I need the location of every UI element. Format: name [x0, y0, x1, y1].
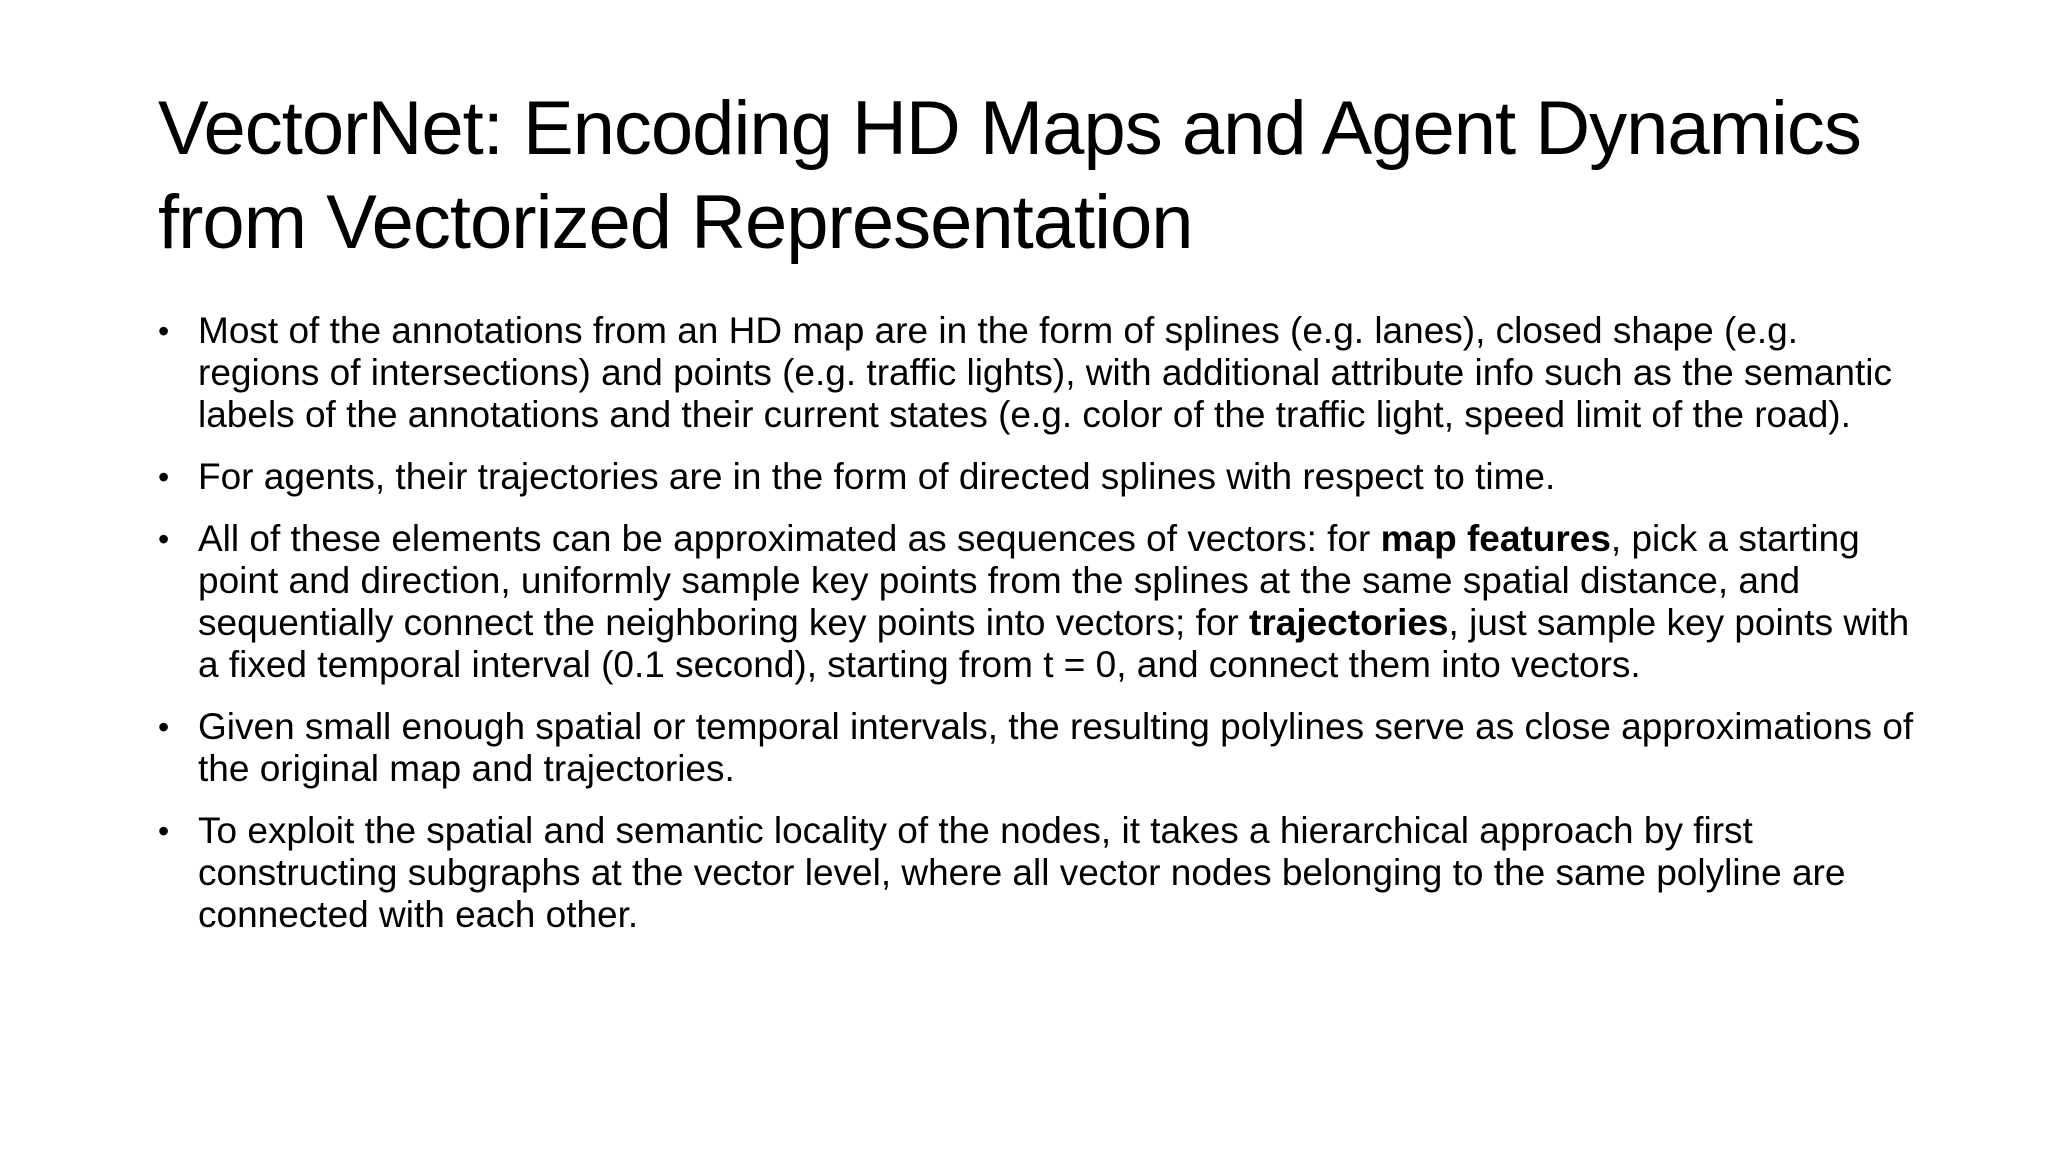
slide-title: VectorNet: Encoding HD Maps and Agent Dynamics from Vectorized Representation	[158, 86, 1861, 265]
bullet-text-segment: , just sample key points with a fixed temporal interval (0.1 second), starting from t = 0, and connect them into vectors.	[198, 602, 1910, 685]
bullet-icon: •	[158, 313, 170, 349]
bullet-icon: •	[158, 709, 170, 745]
bullet-icon: •	[158, 521, 170, 557]
bullet-item	[158, 518, 1918, 686]
bullet-text	[198, 456, 1555, 497]
bullet-item	[158, 456, 1918, 498]
bullet-text-segment: To exploit the spatial and semantic locality of the nodes, it takes a hierarchical approach by first constructing subgraphs at the vector level, where all vector nodes belonging to the same polyline are connected with each other.	[198, 810, 1846, 935]
bullet-text-segment: For agents, their trajectories are in the form of directed splines with respect to time.	[198, 456, 1556, 497]
bullet-item	[158, 706, 1918, 790]
bullet-text-segment: Most of the annotations from an HD map are in the form of splines (e.g. lanes), closed shape (e.g. regions of intersections) and points (e.g. traffic lights), with additional attribute info such as the semantic labels of the annotations and their current states (e.g. color of the traffic light, speed limit of the road).	[198, 310, 1892, 435]
bullet-icon: •	[158, 813, 170, 849]
bullet-text-segment: All of these elements can be approximated as sequences of vectors: for	[198, 518, 1381, 559]
bullet-icon: •	[158, 459, 170, 495]
bullet-bold-term: map features	[1380, 518, 1611, 559]
bullet-text-segment: , pick a starting point and direction, uniformly sample key points from the splines at the same spatial distance, and sequentially connect the neighboring key points into vectors; for	[198, 518, 1860, 643]
bullet-item	[158, 310, 1918, 436]
bullet-text	[198, 518, 1909, 685]
bullet-text	[198, 706, 1913, 789]
bullet-list	[158, 310, 1918, 956]
bullet-bold-term: trajectories	[1249, 602, 1449, 643]
bullet-text-segment: Given small enough spatial or temporal intervals, the resulting polylines serve as close approximations of the original map and trajectories.	[198, 706, 1914, 789]
bullet-text	[198, 310, 1892, 435]
bullet-text	[198, 810, 1845, 935]
bullet-item	[158, 810, 1918, 936]
